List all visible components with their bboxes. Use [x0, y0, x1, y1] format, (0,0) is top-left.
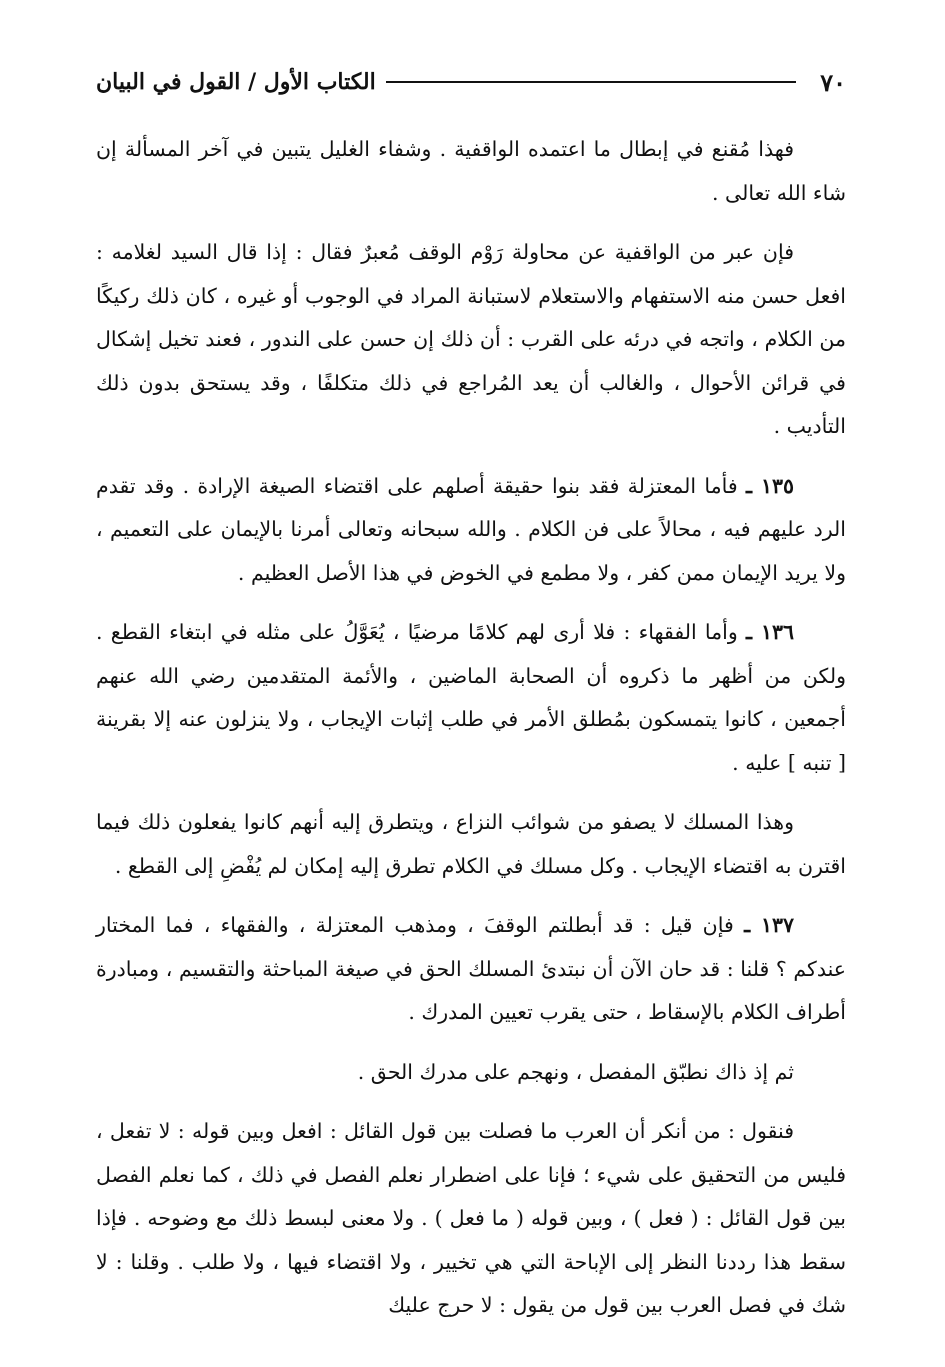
paragraph-number: ١٣٧ ـ [744, 913, 794, 937]
paragraph [96, 904, 846, 1035]
header-rule [386, 81, 797, 83]
paragraph-text: وهذا المسلك لا يصفو من شوائب النزاع ، ويتطرق إليه أنهم كانوا يفعلون ذلك فيما اقترن به اقتضاء الإيجاب . وكل مسلك في الكلام تطرق إليه إمكان لم يُفْضِ إلى القطع . [96, 810, 846, 878]
paragraph [96, 465, 846, 596]
paragraph [96, 1110, 846, 1328]
paragraph [96, 128, 846, 215]
body-text [96, 128, 846, 1344]
running-header [96, 62, 846, 102]
book-title: الكتاب الأول / القول في البيان [96, 69, 376, 95]
paragraph-text: فإن قيل : قد أبطلتم الوقفَ ، ومذهب المعتزلة ، والفقهاء ، فما المختار عندكم ؟ قلنا : قد حان الآن أن نبتدئ المسلك الحق في صيغة المباحثة والتقسيم ، ومبادرة أطراف الكلام بالإسقاط ، حتى يقرب تعيين المدرك . [96, 913, 846, 1024]
paragraph-text: فنقول : من أنكر أن العرب ما فصلت بين قول القائل : افعل وبين قوله : لا تفعل ، فليس من التحقيق على شيء ؛ فإنا على اضطرار نعلم الفصل في ذلك ، كما نعلم الفصل بين قول القائل : ( فعل ) ، وبين قوله ( ما فعل ) . ولا معنى لبسط ذلك مع وضوحه . فإذا سقط هذا رددنا النظر إلى الإباحة التي هي تخيير ، ولا اقتضاء فيها ، ولا طلب . وقلنا : لا شك في فصل العرب بين قول من يقول : لا حرج عليك [96, 1119, 846, 1317]
paragraph-number: ١٣٦ ـ [746, 620, 794, 644]
paragraph [96, 1051, 846, 1095]
paragraph-text: فإن عبر من الواقفية عن محاولة رَوْم الوقف مُعبرٌ فقال : إذا قال السيد لغلامه : افعل حسن منه الاستفهام والاستعلام لاستبانة المراد في الوجوب أو غيره ، كان ذلك ركيكًا من الكلام ، واتجه في درئه على القرب : أن ذلك إن حسن على الندور ، فعند تخيل إشكال في قرائن الأحوال ، والغالب أن يعد المُراجع في ذلك متكلفًا ، وقد يستحق بدون ذلك التأديب . [96, 240, 846, 438]
paragraph [96, 611, 846, 785]
paragraph-text: وأما الفقهاء : فلا أرى لهم كلامًا مرضيًا ، يُعَوَّلُ على مثله في ابتغاء القطع . ولكن من أظهر ما ذكروه أن الصحابة الماضين ، والأئمة المتقدمين رضي الله عنهم أجمعين ، كانوا يتمسكون بمُطلق الأمر في طلب إثبات الإيجاب ، ولا ينزلون عنه إلا بقرينة [ تنبه ] عليه . [96, 620, 846, 775]
paragraph [96, 801, 846, 888]
paragraph-text: فأما المعتزلة فقد بنوا حقيقة أصلهم على اقتضاء الصيغة الإرادة . وقد تقدم الرد عليهم فيه ، محالاً على فن الكلام . والله سبحانه وتعالى أمرنا بالإيمان على التعميم ، ولا يريد الإيمان ممن كفر ، ولا مطمع في الخوض في هذا الأصل العظيم . [96, 473, 846, 585]
paragraph-number: ١٣٥ ـ [746, 473, 794, 498]
paragraph-text: فهذا مُقنع في إبطال ما اعتمده الواقفية . وشفاء الغليل يتبين في آخر المسألة إن شاء الله تعالى . [96, 137, 846, 205]
page-number: ٧٠ [820, 67, 846, 97]
paragraph [96, 231, 846, 449]
paragraph-text: ثم إذ ذاك نطبّق المفصل ، ونهجم على مدرك الحق . [357, 1059, 794, 1084]
